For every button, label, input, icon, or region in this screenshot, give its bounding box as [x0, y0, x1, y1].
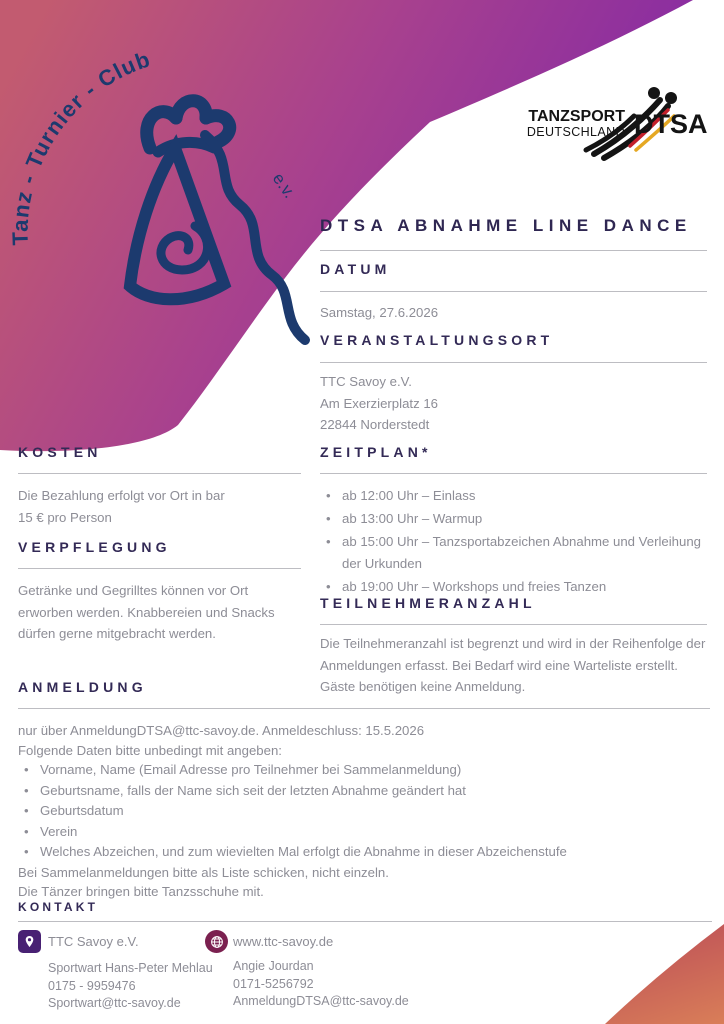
savoy-ev-label: e.v.: [268, 169, 300, 202]
section-heading-kontakt: KONTAKT: [18, 900, 99, 914]
section-heading-zeitplan: ZEITPLAN*: [320, 444, 432, 460]
divider: [320, 250, 707, 251]
venue-line: TTC Savoy e.V.: [320, 374, 412, 389]
dtsa-logo: [482, 84, 712, 164]
section-heading-veranstaltungsort: VERANSTALTUNGSORT: [320, 332, 554, 348]
kosten-line: Die Bezahlung erfolgt vor Ort in bar: [18, 488, 225, 503]
zeitplan-item: • ab 13:00 Uhr – Warmup: [320, 508, 707, 530]
zeitplan-list: [320, 485, 707, 599]
divider: [18, 568, 301, 569]
anmeldung-text: [18, 721, 710, 902]
anmeldung-item: • Verein: [18, 822, 710, 842]
divider: [18, 473, 301, 474]
divider: [320, 473, 707, 474]
divider: [18, 921, 712, 922]
dtsa-logo-line1: TANZSPORT: [528, 108, 625, 125]
teilnehmeranzahl-text: Die Teilnehmeranzahl ist begrenzt und wird in der Reihenfolge der Anmeldungen erfasst. Bei Bedarf wird eine Warteliste erstellt. Gäste benötigen keine Anmeldung.: [320, 636, 706, 694]
kontakt-website[interactable]: www.ttc-savoy.de: [233, 934, 334, 949]
kontakt-phone: 0175 - 9959476: [48, 978, 136, 993]
zeitplan-item: • ab 12:00 Uhr – Einlass: [320, 485, 707, 507]
anmeldung-item: • Geburtsname, falls der Name sich seit der letzten Abnahme geändert hat: [18, 781, 710, 801]
dtsa-acronym: DTSA: [634, 109, 708, 139]
section-heading-kosten: KOSTEN: [18, 444, 102, 460]
anmeldung-item: • Welches Abzeichen, und zum wievielten Mal erfolgt die Abnahme in dieser Abzeichenstufe: [18, 842, 710, 862]
kosten-line: 15 € pro Person: [18, 509, 112, 525]
divider: [320, 624, 707, 625]
anmeldung-intro: Folgende Daten bitte unbedingt mit angeben:: [18, 742, 282, 758]
ttc-savoy-logo: [0, 30, 360, 390]
club-arc-text: Tanz - Turnier - Club: [7, 46, 154, 246]
anmeldung-note: Bei Sammelanmeldungen bitte als Liste schicken, nicht einzeln.: [18, 864, 389, 880]
venue-address: [320, 371, 707, 436]
section-heading-anmeldung: ANMELDUNG: [18, 679, 147, 695]
datum-value: Samstag, 27.6.2026: [320, 305, 439, 320]
kontakt-person: Sportwart Hans-Peter Mehlau: [48, 961, 213, 975]
divider: [320, 291, 707, 292]
anmeldung-intro[interactable]: nur über AnmeldungDTSA@ttc-savoy.de. Anmeldeschluss: 15.5.2026: [18, 723, 425, 738]
divider: [320, 362, 707, 363]
section-heading-verpflegung: VERPFLEGUNG: [18, 539, 171, 555]
section-heading-datum: DATUM: [320, 261, 391, 277]
anmeldung-note: Die Tänzer bringen bitte Tanzsschuhe mit.: [18, 884, 264, 899]
zeitplan-item: • ab 19:00 Uhr – Workshops und freies Tanzen: [320, 576, 707, 598]
kontakt-person: Angie Jourdan: [233, 959, 314, 973]
venue-line: 22844 Norderstedt: [320, 417, 430, 432]
section-heading-teilnehmeranzahl: TEILNEHMERANZAHL: [320, 595, 536, 611]
kontakt-email[interactable]: Sportwart@ttc-savoy.de: [48, 996, 181, 1010]
verpflegung-text: Getränke und Gegrilltes können vor Ort erworben werden. Knabbereien und Snacks dürfen gerne mitgebracht werden.: [18, 583, 275, 641]
zeitplan-item: • ab 15:00 Uhr – Tanzsportabzeichen Abnahme und Verleihung der Urkunden: [320, 531, 707, 575]
dtsa-logo-line2: DEUTSCHLAND: [526, 125, 625, 139]
kontakt-club-name: TTC Savoy e.V.: [48, 934, 139, 949]
venue-line: Am Exerzierplatz 16: [320, 395, 438, 411]
savoy-signature-glyph: [130, 101, 305, 340]
page-title: DTSA ABNAHME LINE DANCE: [320, 216, 692, 235]
kosten-text: [18, 485, 301, 528]
bottom-corner-shape: [0, 924, 724, 1024]
anmeldung-item: • Geburtsdatum: [18, 801, 710, 821]
divider: [18, 708, 710, 709]
kontakt-phone: 0171-5256792: [233, 976, 314, 991]
anmeldung-item: • Vorname, Name (Email Adresse pro Teilnehmer bei Sammelanmeldung): [18, 760, 710, 780]
kontakt-email[interactable]: AnmeldungDTSA@ttc-savoy.de: [233, 994, 409, 1008]
